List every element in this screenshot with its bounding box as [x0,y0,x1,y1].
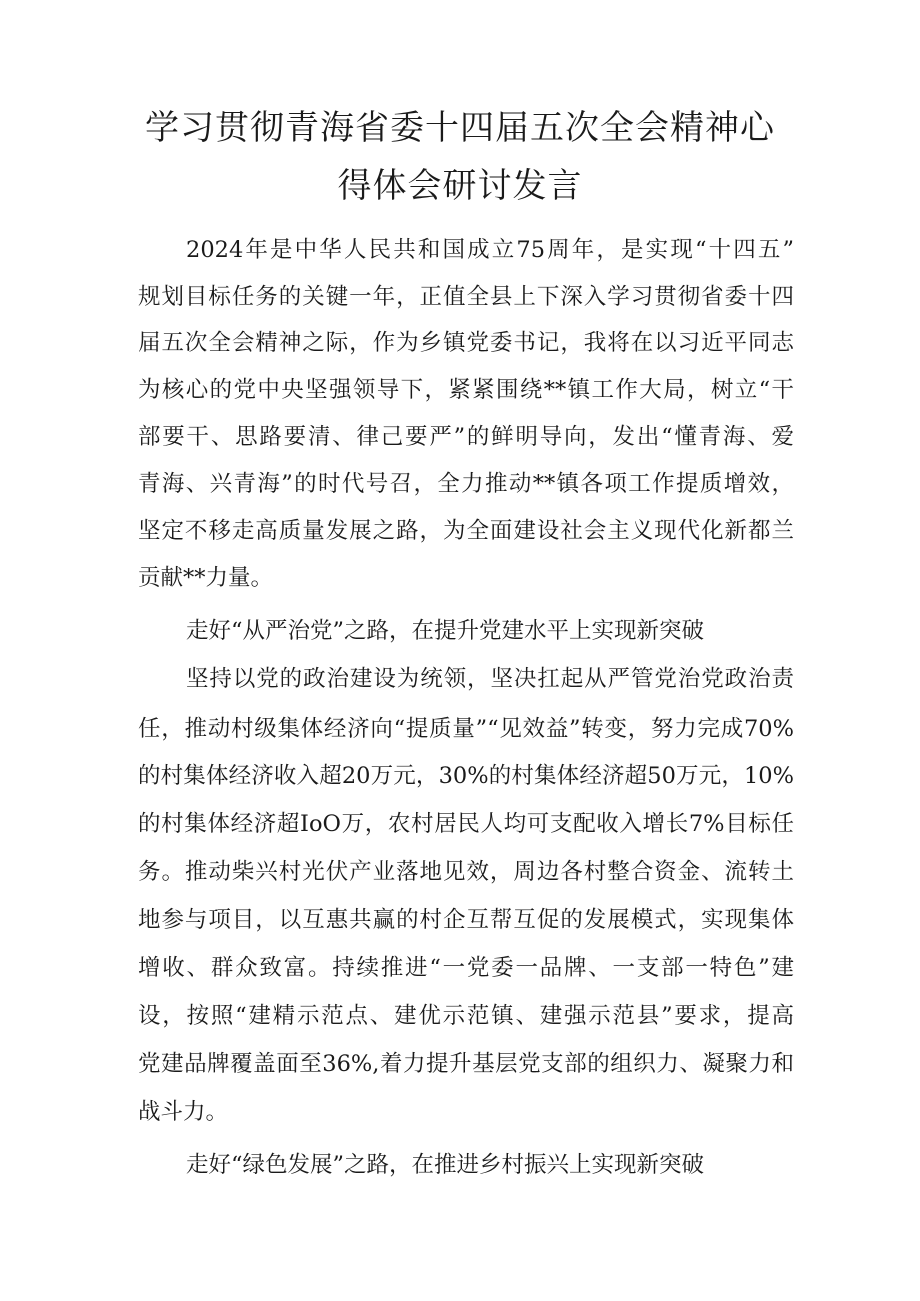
intro-line: 坚定不移走高质量发展之路，为全面建设社会主义现代化新都兰 [138,518,794,544]
section-1-line: 地参与项目，以互惠共赢的村企互帮互促的发展模式，实现集体 [138,907,794,933]
intro-line: 贡献**力量。 [138,565,274,591]
intro-line: 规划目标任务的关键一年，正值全县上下深入学习贯彻省委十四 [138,284,794,310]
section-1-line: 党建品牌覆盖面至36%,着力提升基层党支部的组织力、凝聚力和 [138,1051,794,1077]
intro-line: 青海、兴青海”的时代号召，全力推动**镇各项工作提质增效， [138,471,794,497]
section-1-line: 增收、群众致富。持续推进“一党委一品牌、一支部一特色”建 [138,955,794,981]
section-heading: 走好“绿色发展”之路，在推进乡村振兴上实现新突破 [186,1152,705,1178]
section-1-line: 任，推动村级集体经济向“提质量”“见效益”转变，努力完成70% [138,716,794,742]
intro-line: 为核心的党中央坚强领导下，紧紧围绕**镇工作大局，树立“干 [138,377,794,403]
section-1-line: 坚持以党的政治建设为统领，坚决扛起从严管党治党政治责 [186,666,794,692]
section-1-line: 的村集体经济收入超20万元，30%的村集体经济超50万元，10% [138,763,794,789]
intro-line: 部要干、思路要清、律己要严”的鲜明导向，发出“懂青海、爱 [138,424,794,450]
section-heading: 走好“从严治党”之路，在提升党建水平上实现新突破 [186,618,705,644]
section-1-line: 的村集体经济超IoO万，农村居民人均可支配收入增长7%目标任 [138,811,794,837]
section-1-line: 设，按照“建精示范点、建优示范镇、建强示范县”要求，提高 [138,1003,794,1029]
intro-line: 届五次全会精神之际，作为乡镇党委书记，我将在以习近平同志 [138,330,794,356]
section-1-line: 务。推动柴兴村光伏产业落地见效，周边各村整合资金、流转土 [138,859,794,885]
intro-line: 2024年是中华人民共和国成立75周年，是实现“十四五” [186,237,794,263]
document-title-line-2: 得体会研讨发言 [337,166,583,206]
document-title-line-1: 学习贯彻青海省委十四届五次全会精神心 [145,108,775,148]
section-1-line: 战斗力。 [138,1099,229,1125]
